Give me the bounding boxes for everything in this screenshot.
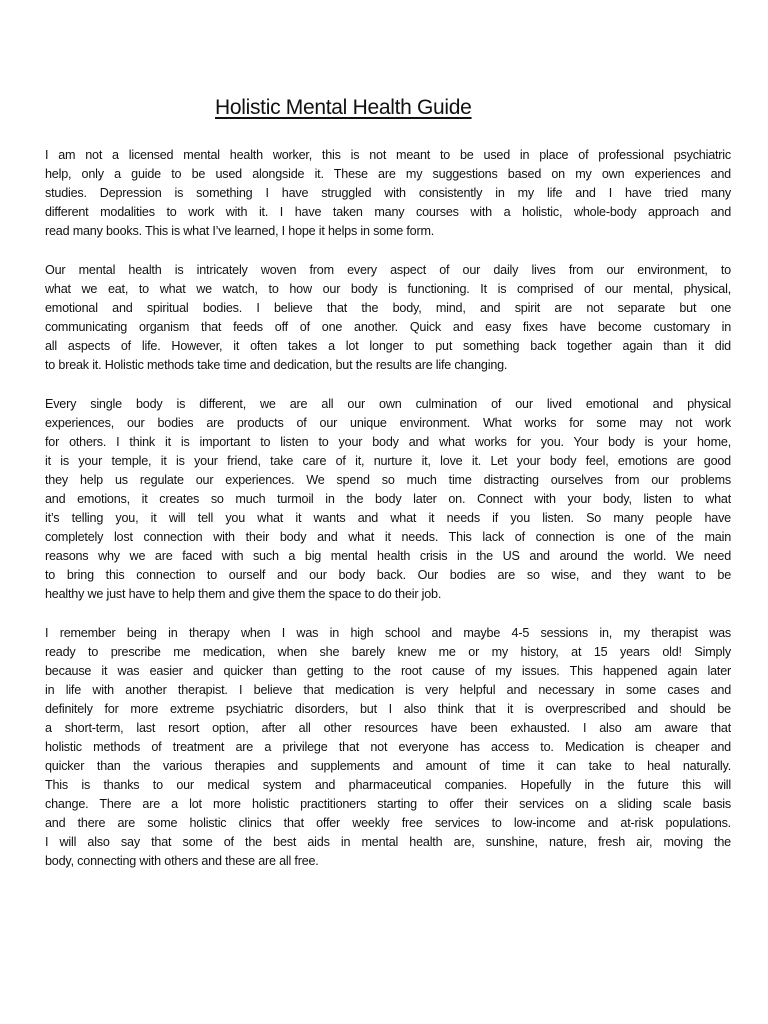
text-line: to break it. Holistic methods take time and dedication, but the results are life changing.	[45, 358, 508, 372]
text-line: and emotions, it creates so much turmoil in the body later on. Connect with your body, listen to what	[45, 492, 731, 506]
text-line: different modalities to work with it. I have taken many courses with a holistic, whole-body approach and	[45, 205, 731, 219]
text-line: communicating organism that feeds off of one another. Quick and easy fixes have become customary in	[45, 320, 731, 334]
text-line: reasons why we are faced with such a big mental health crisis in the US and around the world. We need	[45, 549, 731, 563]
text-line: I remember being in therapy when I was in high school and maybe 4-5 sessions in, my therapist was	[45, 626, 731, 640]
text-line: Every single body is different, we are all our own culmination of our lived emotional and physical	[45, 397, 731, 411]
paragraph-3	[45, 395, 731, 604]
text-line: body, connecting with others and these are all free.	[45, 854, 319, 868]
text-line: it’s telling you, it will tell you what it wants and what it needs if you listen. So many people have	[45, 511, 731, 525]
text-line: ready to prescribe me medication, when she barely knew me or my history, at 15 years old! Simply	[45, 645, 731, 659]
text-line: what we eat, to what we watch, to how our body is functioning. It is comprised of our mental, physical,	[45, 282, 731, 296]
text-line: emotional and spiritual bodies. I believe that the body, mind, and spirit are not separate but one	[45, 301, 731, 315]
text-line: change. There are a lot more holistic practitioners starting to offer their services on a sliding scale basis	[45, 797, 731, 811]
paragraph-4	[45, 624, 731, 871]
text-line: completely lost connection with their body and what it needs. This lack of connection is one of the main	[45, 530, 731, 544]
text-line: I am not a licensed mental health worker, this is not meant to be used in place of professional psychiatric	[45, 148, 731, 162]
text-line: quicker than the various therapies and supplements and amount of time it can take to heal naturally.	[45, 759, 731, 773]
text-line: help, only a guide to be used alongside it. These are my suggestions based on my own experiences and	[45, 167, 731, 181]
text-line: holistic methods of treatment are a privilege that not everyone has access to. Medication is cheaper and	[45, 740, 731, 754]
text-line: because it was easier and quicker than getting to the root cause of my issues. This happened again later	[45, 664, 731, 678]
paragraph-2	[45, 261, 731, 375]
text-line: and there are some holistic clinics that offer weekly free services to low-income and at-risk populations.	[45, 816, 731, 830]
text-line: to bring this connection to ourself and our body back. Our bodies are so wise, and they want to be	[45, 568, 731, 582]
text-line: it is your temple, it is your friend, take care of it, nurture it, love it. Let your body feel, emotions are good	[45, 454, 731, 468]
text-line: I will also say that some of the best aids in mental health are, sunshine, nature, fresh air, moving the	[45, 835, 731, 849]
text-line: all aspects of life. However, it often takes a lot longer to put something back together again than it did	[45, 339, 731, 353]
text-line: for others. I think it is important to listen to your body and what works for you. Your body is your home,	[45, 435, 731, 449]
document-body	[45, 146, 731, 891]
text-line: healthy we just have to help them and give them the space to do their job.	[45, 587, 442, 601]
text-line: a short-term, last resort option, after all other resources have been exhausted. I also am aware that	[45, 721, 731, 735]
document-title: Holistic Mental Health Guide	[215, 96, 472, 119]
text-line: in life with another therapist. I believe that medication is very helpful and necessary in some cases and	[45, 683, 731, 697]
text-line: Our mental health is intricately woven from every aspect of our daily lives from our environment, to	[45, 263, 731, 277]
text-line: studies. Depression is something I have struggled with consistently in my life and I have tried many	[45, 186, 731, 200]
text-line: experiences, our bodies are products of our unique environment. What works for some may not work	[45, 416, 731, 430]
text-line: read many books. This is what I’ve learned, I hope it helps in some form.	[45, 224, 435, 238]
paragraph-1	[45, 146, 731, 241]
text-line: definitely for more extreme psychiatric disorders, but I also think that it is overprescribed and should be	[45, 702, 731, 716]
text-line: This is thanks to our medical system and pharmaceutical companies. Hopefully in the future this will	[45, 778, 731, 792]
text-line: they help us regulate our experiences. We spend so much time distracting ourselves from our problems	[45, 473, 731, 487]
